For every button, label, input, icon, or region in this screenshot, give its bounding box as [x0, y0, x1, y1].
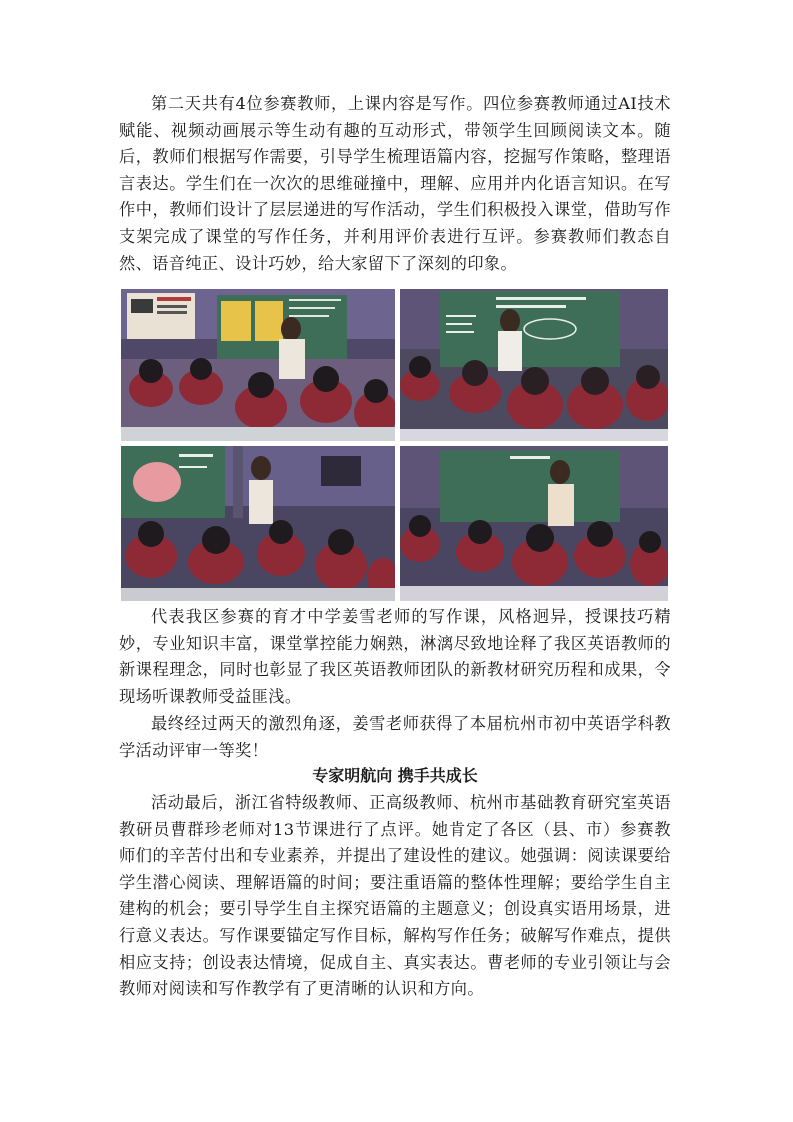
classroom-photo-3 — [121, 446, 395, 601]
paragraph-representative: 代表我区参赛的育才中学姜雪老师的写作课，风格迥异，授课技巧精妙，专业知识丰富，课堂掌控能力娴熟，淋漓尽致地诠释了我区英语教师的新课程理念，同时也彰显了我区英语教师团队的新教材研究历程和成果，令现场听课教师受益匪浅。 — [119, 607, 671, 706]
classroom-photo-2 — [400, 289, 668, 441]
classroom-photo-4 — [400, 446, 668, 601]
classroom-photo-1-image — [121, 289, 395, 441]
classroom-photo-4-image — [400, 446, 668, 601]
paragraph-result: 最终经过两天的激烈角逐，姜雪老师获得了本届杭州市初中英语学科教学活动评审一等奖！ — [119, 714, 671, 760]
classroom-photo-2-image — [400, 289, 668, 441]
section-heading: 专家明航向 携手共成长 — [312, 766, 478, 785]
classroom-photo-1 — [121, 289, 395, 441]
paragraph-day-two: 第二天共有4位参赛教师，上课内容是写作。四位参赛教师通过AI技术赋能、视频动画展示等生动有趣的互动形式，带领学生回顾阅读文本。随后，教师们根据写作需要，引导学生梳理语篇内容，挖掘写作策略，整理语言表达。学生们在一次次的思维碰撞中，理解、应用并内化语言知识。在写作中，教师们设计了层层递进的写作活动，学生们积极投入课堂，借助写作支架完成了课堂的写作任务，并利用评价表进行互评。参赛教师们教态自然、语音纯正、设计巧妙，给大家留下了深刻的印象。 — [119, 94, 671, 273]
classroom-photo-3-image — [121, 446, 395, 601]
paragraph-expert: 活动最后，浙江省特级教师、正高级教师、杭州市基础教育研究室英语教研员曹群珍老师对13节课进行了点评。她肯定了各区（县、市）参赛教师们的辛苦付出和专业素养，并提出了建设性的建议。她强调：阅读课要给学生潜心阅读、理解语篇的时间；要注重语篇的整体性理解；要给学生自主建构的机会；要引导学生自主探究语篇的主题意义；创设真实语用场景，进行意义表达。写作课要锚定写作目标，解构写作任务；破解写作难点，提供相应支持；创设表达情境，促成自主、真实表达。曹老师的专业引领让与会教师对阅读和写作教学有了更清晰的认识和方向。 — [119, 793, 671, 999]
